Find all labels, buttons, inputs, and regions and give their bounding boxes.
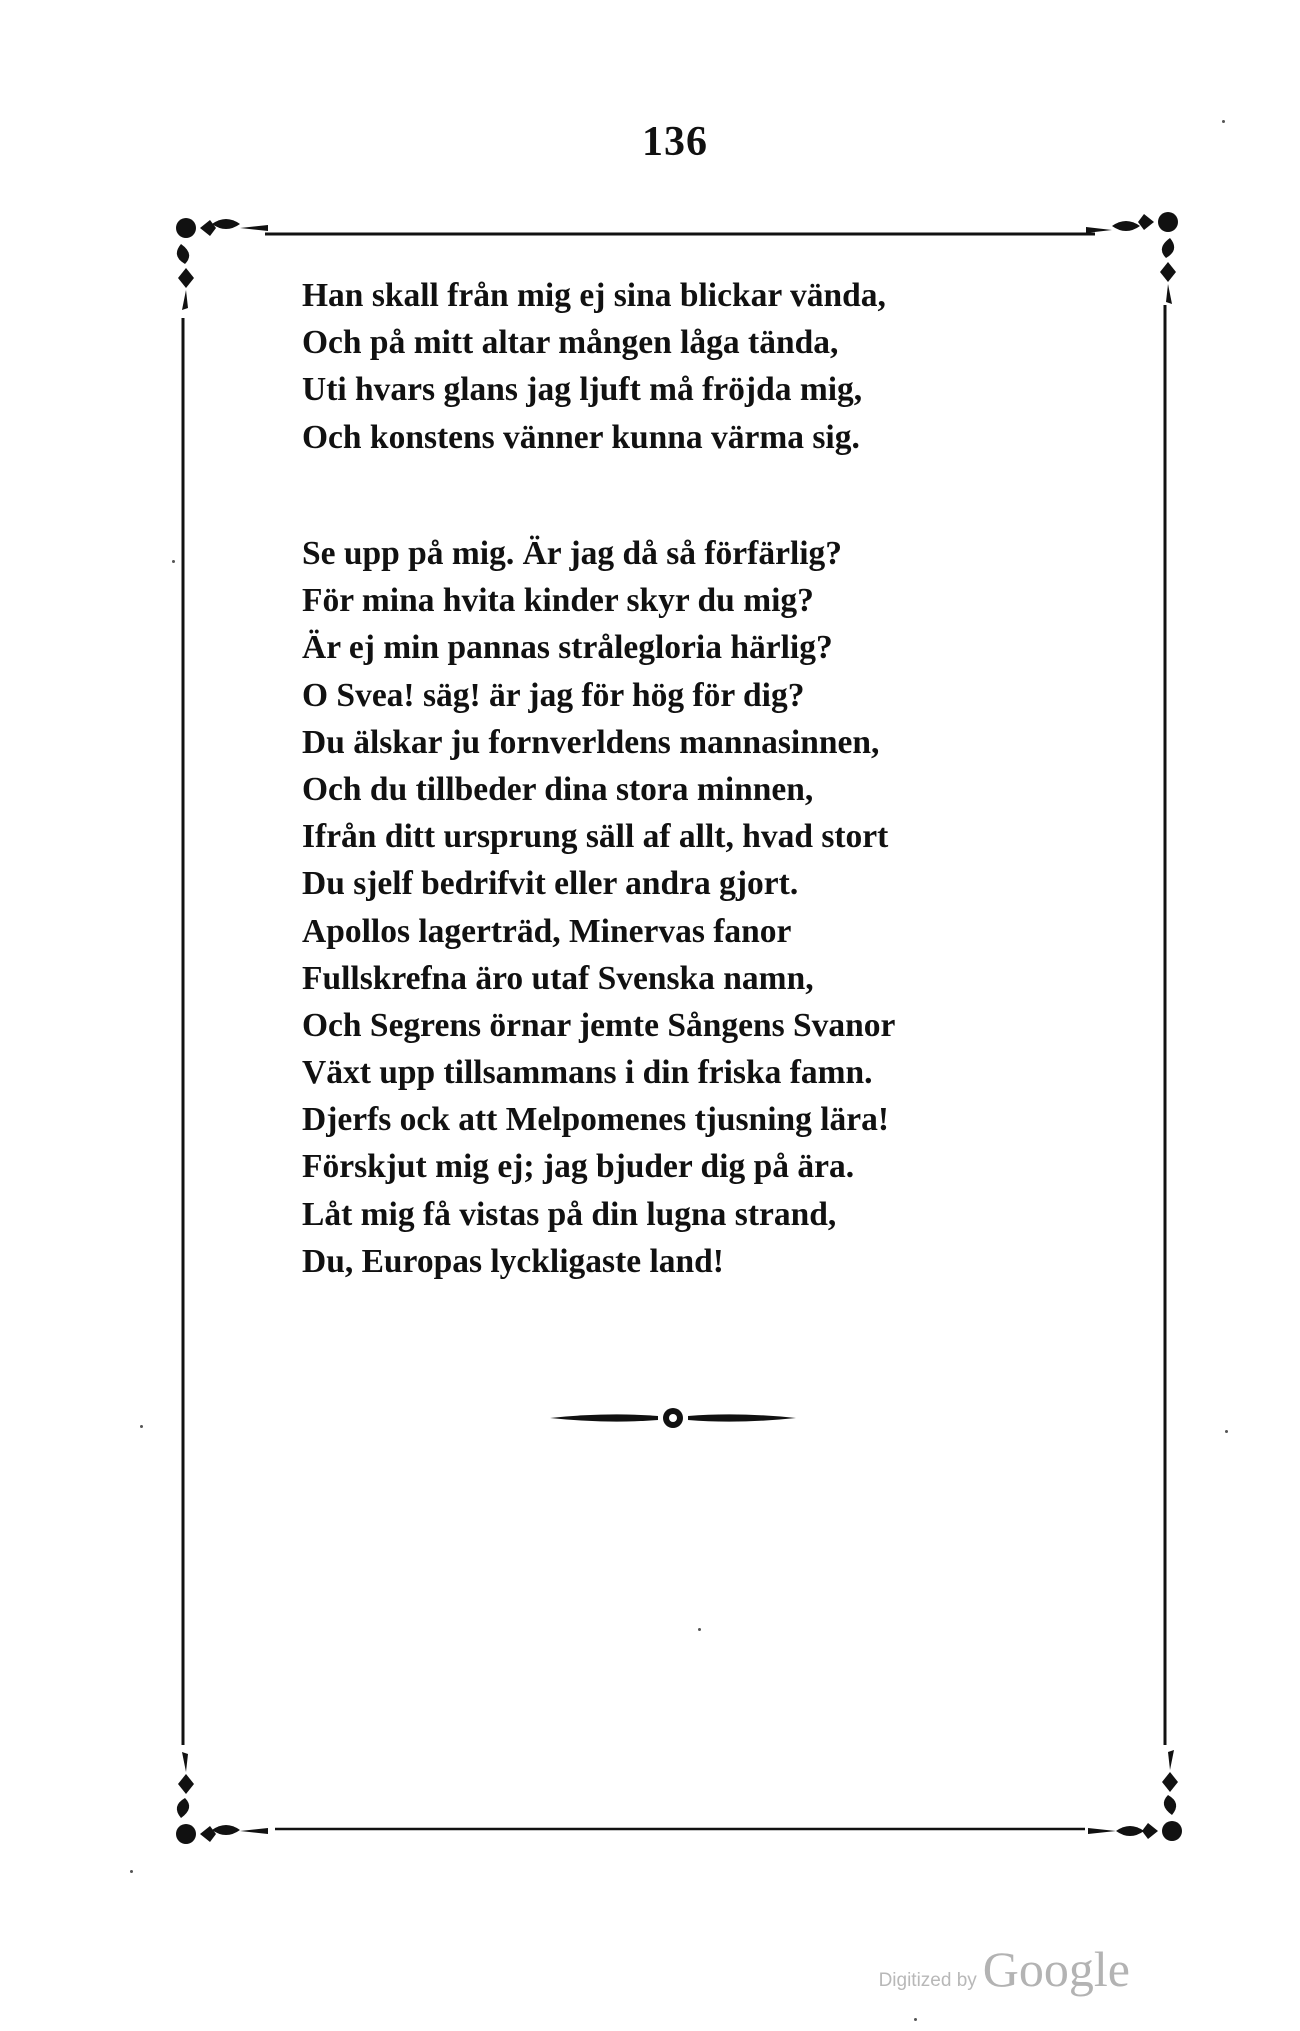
verse-line: Du sjelf bedrifvit eller andra gjort.: [302, 865, 799, 903]
verse-line: O Svea! säg! är jag för hög för dig?: [302, 676, 805, 714]
verse-line: Växt upp tillsammans i din friska famn.: [302, 1054, 873, 1092]
watermark-brand: Google: [982, 1941, 1130, 1997]
verse-line: Han skall från mig ej sina blickar vända,: [302, 277, 886, 314]
verse-line: Och konstens vänner kunna värma sig.: [302, 418, 860, 456]
digitized-by-watermark: [879, 1940, 1130, 1998]
paper-speck: [698, 1628, 701, 1631]
corner-ornament-top-right: [1086, 212, 1178, 304]
verse-line: Förskjut mig ej; jag bjuder dig på ära.: [302, 1148, 855, 1186]
verse-line: Se upp på mig. Är jag då så förfärlig?: [302, 535, 843, 572]
verse-line: Och Segrens örnar jemte Sångens Svanor: [302, 1006, 896, 1044]
verse-line: Du, Europas lyckligaste land!: [302, 1242, 724, 1280]
paper-speck: [914, 2018, 917, 2021]
verse-line: Låt mig få vistas på din lugna strand,: [302, 1195, 837, 1233]
corner-ornament-bottom-right: [1088, 1750, 1182, 1841]
verse-line: Djerfs ock att Melpomenes tjusning lära!: [302, 1101, 890, 1139]
stanza-1: [302, 272, 886, 461]
paper-speck: [1222, 120, 1225, 123]
verse-line: Apollos lagerträd, Minervas fanor: [302, 912, 792, 950]
tailpiece-ornament: [548, 1400, 798, 1436]
verse-line: Och på mitt altar mången låga tända,: [302, 324, 839, 362]
verse-line: Du älskar ju fornverldens mannasinnen,: [302, 723, 880, 761]
paper-speck: [140, 1425, 143, 1428]
paper-speck: [130, 1870, 133, 1873]
verse-line: Fullskrefna äro utaf Svenska namn,: [302, 959, 814, 997]
paper-speck: [1225, 1430, 1228, 1433]
corner-ornament-top-left: [176, 218, 268, 310]
watermark-prefix: Digitized by: [878, 1970, 977, 1991]
corner-ornament-bottom-left: [176, 1752, 268, 1844]
verse-line: För mina hvita kinder skyr du mig?: [302, 582, 814, 620]
stanza-2: [302, 530, 895, 1285]
verse-line: Är ej min pannas stråleglоria härlig?: [302, 629, 833, 667]
verse-line: Ifrån ditt ursprung säll af allt, hvad stort: [302, 818, 889, 856]
page-number: 136: [642, 119, 708, 165]
paper-speck: [172, 560, 175, 563]
verse-line: Och du tillbeder dina stora minnen,: [302, 770, 814, 808]
verse-line: Uti hvars glans jag ljuft må fröjda mig,: [302, 371, 863, 409]
